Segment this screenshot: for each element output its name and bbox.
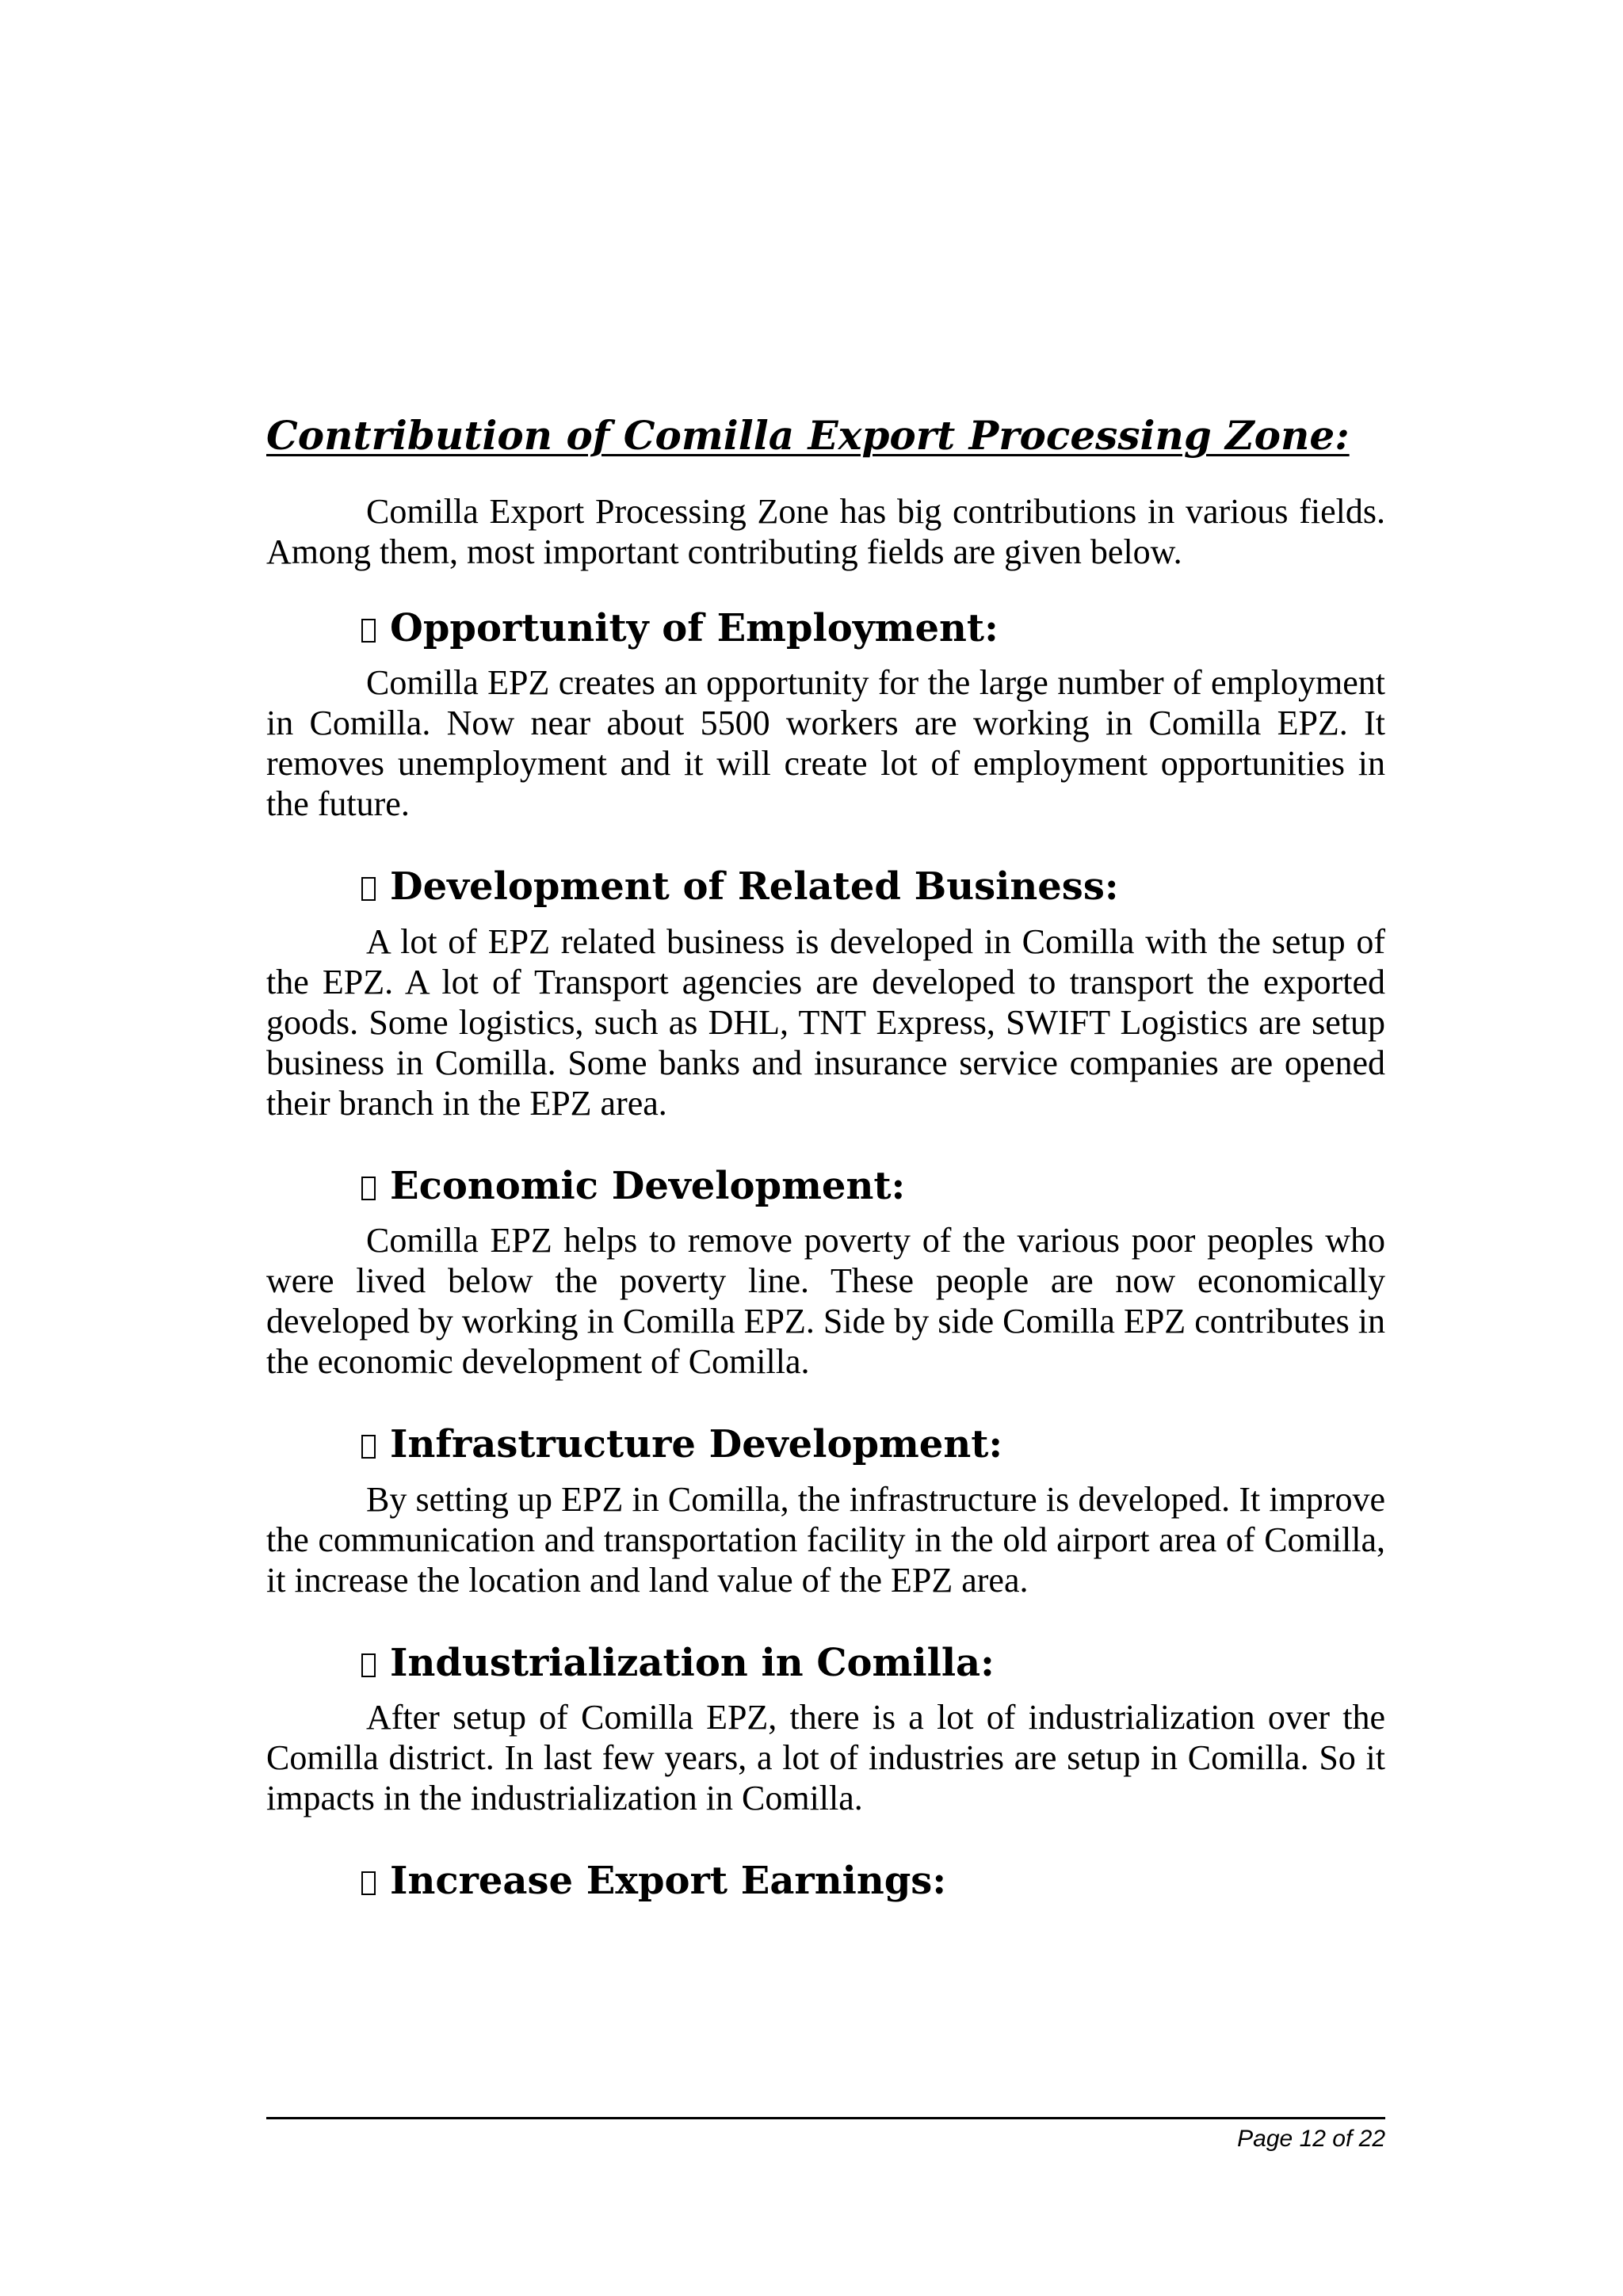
section-heading	[266, 604, 1385, 653]
section-paragraph: After setup of Comilla EPZ, there is a lot of industrialization over the Comilla district. In last few years, a lot of industries are setup in Comilla. So it impacts in the industrialization in Comilla.	[266, 1697, 1385, 1817]
section-development-of-related-business	[266, 862, 1385, 1123]
bullet-box-icon	[361, 1871, 376, 1895]
section-paragraph: Comilla EPZ creates an opportunity for the large number of employment in Comilla. Now near about 5500 workers are working in Comilla EPZ. It removes unemployment and it will create lot of employment opportunities in the future.	[266, 663, 1385, 824]
section-infrastructure-development	[266, 1420, 1385, 1600]
page-number: Page 12 of 22	[1237, 2126, 1385, 2152]
section-heading	[266, 1638, 1385, 1688]
section-heading-text: Development of Related Business:	[390, 864, 1119, 910]
section-heading-text: Industrialization in Comilla:	[390, 1640, 995, 1685]
section-economic-development	[266, 1161, 1385, 1382]
bullet-box-icon	[361, 619, 376, 643]
bullet-box-icon	[361, 877, 376, 901]
section-heading	[266, 1856, 1385, 1905]
document-title: Contribution of Comilla Export Processing Zone:	[266, 412, 1350, 459]
footer-divider	[266, 2117, 1385, 2119]
intro-paragraph: Comilla Export Processing Zone has big contributions in various fields. Among them, most important contributing fields are given below.	[266, 492, 1385, 571]
section-opportunity-of-employment	[266, 604, 1385, 824]
section-paragraph: By setting up EPZ in Comilla, the infrastructure is developed. It improve the communication and transportation facility in the old airport area of Comilla, it increase the location and land value of the EPZ area.	[266, 1479, 1385, 1600]
section-heading	[266, 1420, 1385, 1469]
section-paragraph: Comilla EPZ helps to remove poverty of the various poor peoples who were lived below the poverty line. These people are now economically developed by working in Comilla EPZ. Side by side Comilla EPZ contributes in the economic development of Comilla.	[266, 1221, 1385, 1382]
section-industrialization-in-comilla	[266, 1638, 1385, 1818]
section-heading	[266, 1161, 1385, 1211]
section-heading-text: Economic Development:	[390, 1163, 906, 1208]
section-paragraph: A lot of EPZ related business is developed in Comilla with the setup of the EPZ. A lot of Transport agencies are developed to transport the exported goods. Some logistics, such as DHL, TNT Express, SWIFT Logistics are setup business in Comilla. Some banks and insurance service companies are opened their branch in the EPZ area.	[266, 921, 1385, 1123]
bullet-box-icon	[361, 1653, 376, 1677]
document-body	[266, 412, 1385, 1943]
section-heading-text: Increase Export Earnings:	[390, 1858, 947, 1903]
bullet-box-icon	[361, 1177, 376, 1200]
section-heading-text: Infrastructure Development:	[390, 1422, 1003, 1467]
section-heading	[266, 862, 1385, 911]
section-heading-text: Opportunity of Employment:	[390, 606, 999, 650]
bullet-box-icon	[361, 1435, 376, 1459]
section-increase-export-earnings	[266, 1856, 1385, 1905]
